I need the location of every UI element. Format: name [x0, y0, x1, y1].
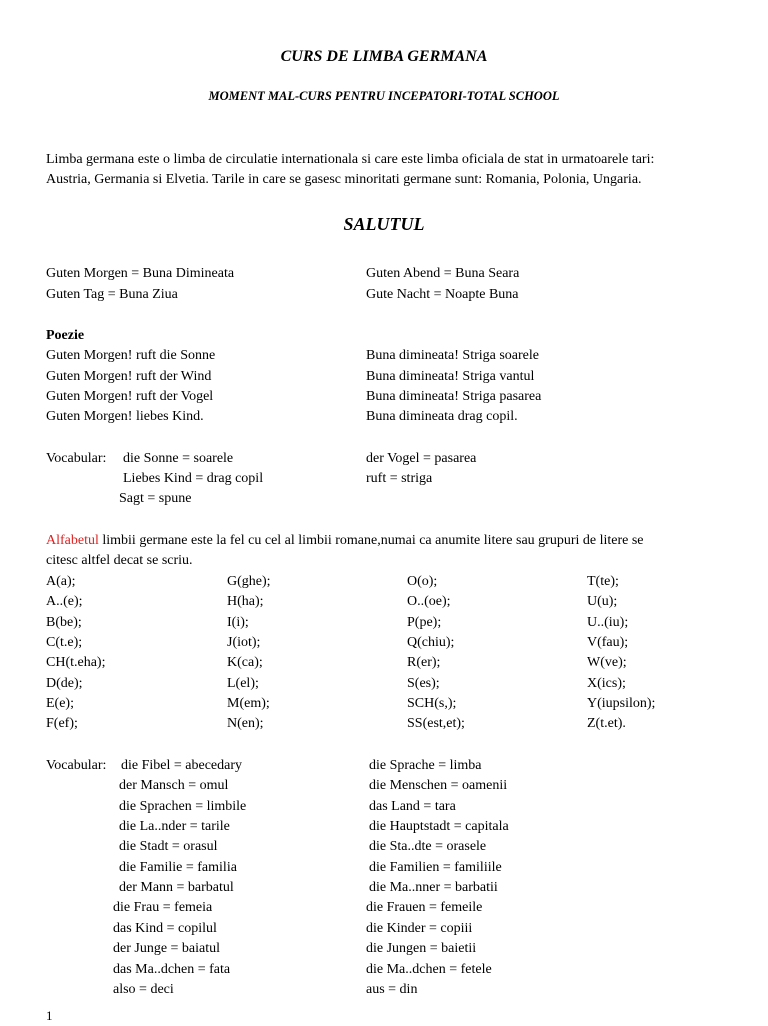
vocabulary-item: das Ma..dchen = fata	[113, 961, 231, 977]
alphabet-letter: E(e);	[46, 695, 74, 711]
alphabet-letter: O(o);	[407, 574, 438, 589]
alphabet-letter: I(i);	[227, 614, 249, 630]
vocabulary-item: die Ma..nner = barbatii	[369, 880, 498, 896]
vocabulary-item: die Sta..dte = orasele	[369, 839, 487, 855]
vocabulary-item: die Kinder = copiii	[366, 920, 473, 936]
vocabulary-item: also = deci	[113, 981, 174, 997]
alphabet-letter: T(te);	[587, 574, 619, 589]
alphabet-letter: K(ca);	[227, 655, 263, 671]
vocabulary-item: die Fibel = abecedary	[121, 758, 243, 773]
poem-line-german: Guten Morgen! ruft der Wind	[46, 369, 212, 384]
alphabet-intro-line	[46, 531, 644, 551]
vocabulary-item: Liebes Kind = drag copil	[123, 471, 264, 486]
alphabet-letter: X(ics);	[587, 675, 626, 691]
vocabulary-item: die Sonne = soarele	[123, 451, 234, 466]
vocabulary-item: die Ma..dchen = fetele	[366, 961, 492, 977]
vocabulary-label: Vocabular:	[46, 758, 107, 773]
vocabulary-item: die La..nder = tarile	[119, 819, 230, 835]
alphabet-letter: F(ef);	[46, 716, 78, 732]
alphabet-letter: P(pe);	[407, 614, 442, 630]
greeting-item: Guten Abend = Buna Seara	[366, 266, 520, 281]
alphabet-letter: V(fau);	[587, 634, 629, 650]
alphabet-intro-text: limbii germane este la fel cu cel al limbii romane,numai ca anumite litere sau grupuri de litere se	[98, 533, 644, 548]
vocabulary-item: aus = din	[366, 981, 418, 997]
greeting-item: Gute Nacht = Noapte Buna	[366, 287, 519, 302]
vocabulary-item: die Hauptstadt = capitala	[369, 819, 509, 835]
alphabet-letter: Q(chiu);	[407, 634, 455, 650]
vocabulary-label: Vocabular:	[46, 451, 107, 466]
alphabet-letter: B(be);	[46, 614, 82, 630]
alphabet-letter: Z(t.et).	[587, 716, 626, 732]
vocabulary-item: der Mansch = omul	[119, 778, 229, 794]
alphabet-letter: U..(iu);	[587, 614, 629, 630]
vocabulary-item: der Mann = barbatul	[119, 880, 234, 896]
vocabulary-item: Sagt = spune	[119, 491, 192, 506]
greeting-item: Guten Morgen = Buna Dimineata	[46, 266, 235, 281]
vocabulary-item: die Familien = familiile	[369, 859, 502, 875]
alphabet-letter: C(t.e);	[46, 634, 83, 650]
poem-line-german: Guten Morgen! liebes Kind.	[46, 409, 204, 424]
poem-heading: Poezie	[46, 328, 85, 343]
alphabet-letter: S(es);	[407, 675, 440, 691]
intro-line: Austria, Germania si Elvetia. Tarile in care se gasesc minoritati germane sunt: Romania, Polonia, Ungaria.	[46, 172, 642, 187]
document-subtitle: MOMENT MAL-CURS PENTRU INCEPATORI-TOTAL SCHOOL	[208, 89, 560, 103]
greeting-item: Guten Tag = Buna Ziua	[46, 287, 178, 302]
poem-line-romanian: Buna dimineata! Striga soarele	[366, 348, 539, 363]
alphabet-letter: A(a);	[46, 574, 76, 589]
section-heading: SALUTUL	[343, 214, 425, 234]
alphabet-letter: Y(iupsilon);	[587, 695, 656, 711]
poem-line-german: Guten Morgen! ruft die Sonne	[46, 348, 216, 363]
alphabet-letter: L(el);	[227, 675, 259, 691]
page-number: 1	[46, 1008, 53, 1023]
intro-line: Limba germana este o limba de circulatie internationala si care este limba oficiala de stat in urmatoarele tari:	[46, 152, 655, 167]
alphabet-letter: U(u);	[587, 594, 618, 610]
alphabet-letter: D(de);	[46, 675, 83, 691]
vocabulary-item: der Junge = baiatul	[113, 941, 221, 957]
vocabulary-item: die Menschen = oamenii	[369, 778, 508, 794]
alphabet-letter: CH(t.eha);	[46, 655, 106, 671]
poem-line-german: Guten Morgen! ruft der Vogel	[46, 389, 214, 404]
poem-line-romanian: Buna dimineata! Striga vantul	[366, 369, 535, 384]
poem-line-romanian: Buna dimineata drag copil.	[366, 409, 518, 424]
alphabet-letter: G(ghe);	[227, 574, 271, 589]
alphabet-intro-line: citesc altfel decat se scriu.	[46, 553, 193, 568]
vocabulary-item: die Sprachen = limbile	[119, 798, 247, 814]
vocabulary-item: die Familie = familia	[119, 859, 237, 875]
vocabulary-item: ruft = striga	[366, 471, 433, 486]
poem-line-romanian: Buna dimineata! Striga pasarea	[366, 389, 542, 404]
alphabet-letter: R(er);	[407, 655, 441, 671]
vocabulary-item: die Stadt = orasul	[119, 839, 218, 855]
vocabulary-item: die Frau = femeia	[113, 900, 213, 916]
alphabet-letter: O..(oe);	[407, 594, 451, 610]
alphabet-highlight: Alfabetul	[46, 533, 99, 548]
vocabulary-item: das Land = tara	[369, 798, 456, 814]
vocabulary-item: der Vogel = pasarea	[366, 451, 477, 466]
alphabet-letter: W(ve);	[587, 655, 627, 671]
alphabet-letter: J(iot);	[227, 634, 261, 650]
document-title: CURS DE LIMBA GERMANA	[280, 48, 488, 65]
vocabulary-item: das Kind = copilul	[113, 920, 217, 936]
vocabulary-item: die Sprache = limba	[369, 758, 482, 773]
alphabet-letter: N(en);	[227, 716, 264, 732]
alphabet-letter: H(ha);	[227, 594, 264, 610]
alphabet-letter: SS(est,et);	[407, 716, 465, 732]
vocabulary-item: die Jungen = baietii	[366, 941, 477, 957]
vocabulary-item: die Frauen = femeile	[366, 900, 483, 916]
alphabet-letter: A..(e);	[46, 594, 83, 610]
alphabet-letter: SCH(s,);	[407, 695, 457, 711]
alphabet-letter: M(em);	[227, 695, 270, 711]
